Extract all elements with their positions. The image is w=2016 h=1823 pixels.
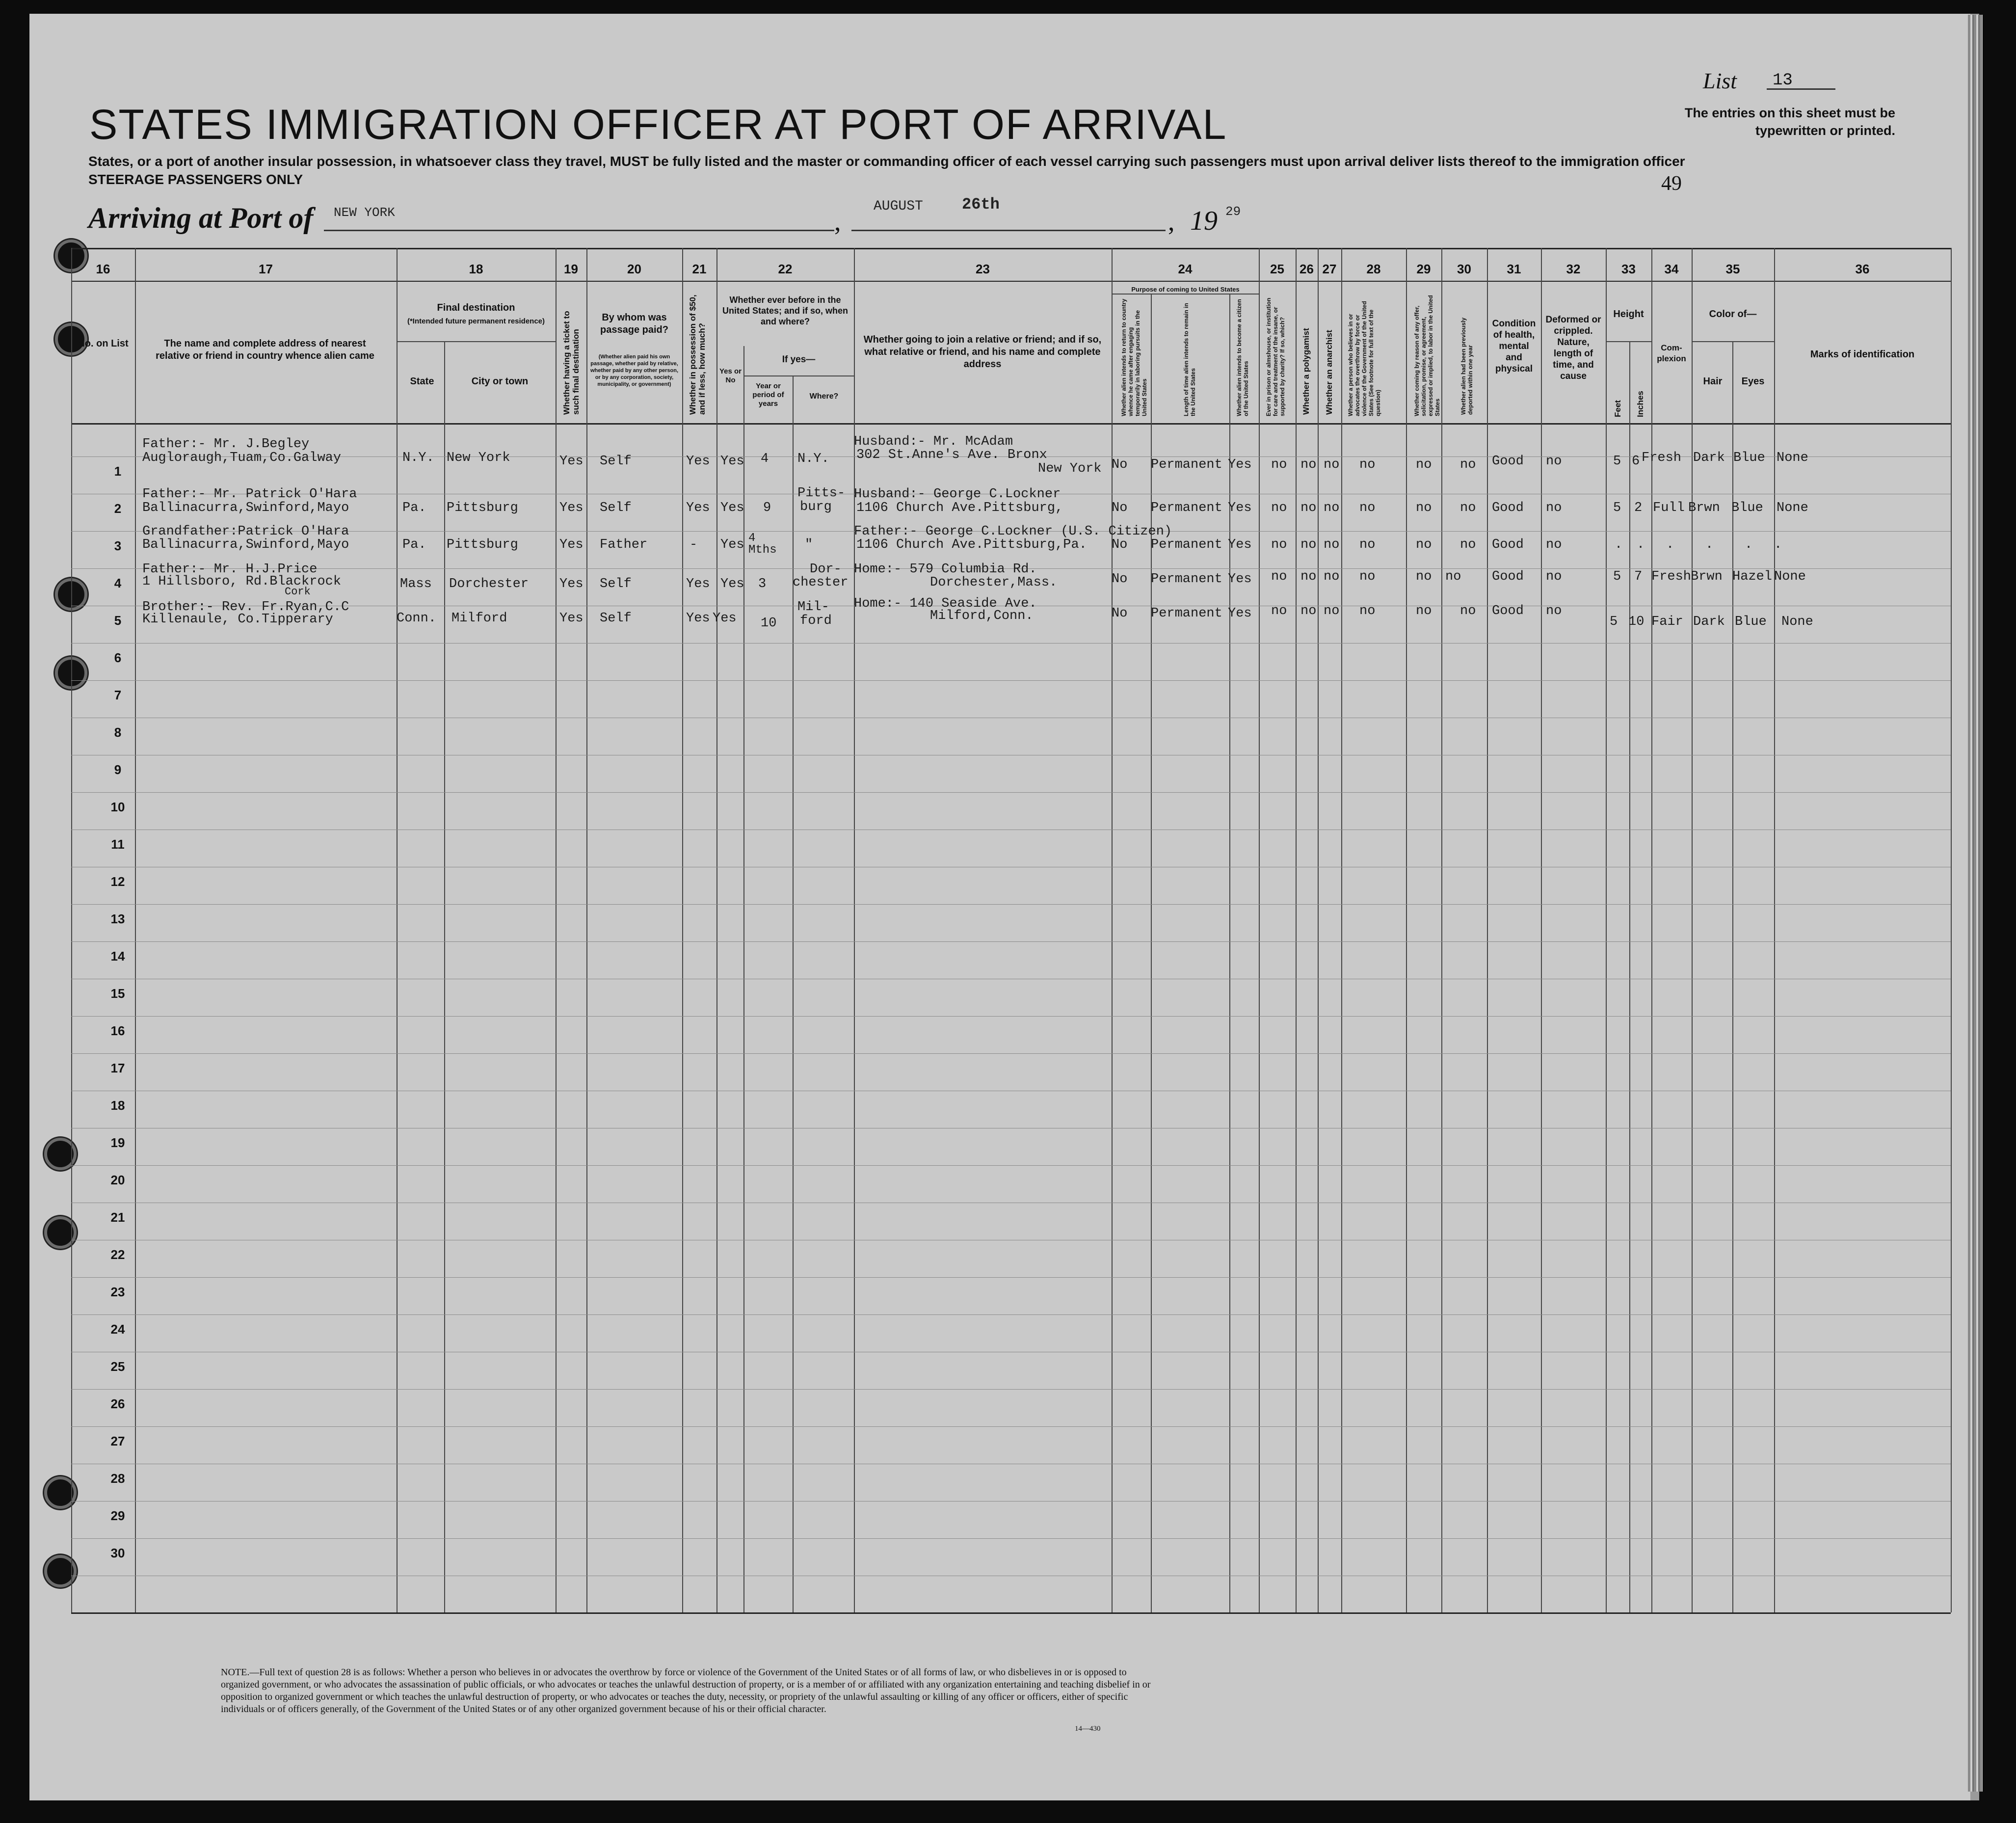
relative-line: 1 Hillsboro, Rd.Blackrock — [142, 574, 342, 589]
q29-cell: no — [1416, 569, 1432, 584]
header-purpose: Purpose of coming to United States — [1131, 286, 1240, 293]
join-line: Dorchester,Mass. — [930, 575, 1058, 590]
inches-cell: . — [1637, 537, 1645, 552]
purpose-return-cell: No — [1112, 606, 1128, 621]
city-cell: Milford — [451, 611, 507, 626]
row-number: 27 — [110, 1434, 125, 1448]
eyes-cell: . — [1745, 537, 1753, 552]
purpose-length-cell: Permanent — [1151, 501, 1222, 515]
year-prefix: 19 — [1190, 206, 1218, 236]
ticket-cell: Yes — [559, 611, 584, 626]
form-number: 14—430 — [1075, 1725, 1101, 1733]
row-number: 18 — [110, 1098, 125, 1113]
row-number: 1 — [114, 464, 122, 479]
column-number: 19 — [564, 262, 578, 276]
hair-cell: Dark — [1693, 451, 1725, 465]
row-number: 14 — [110, 949, 125, 964]
arriving-label: Arriving at Port of — [88, 202, 314, 234]
hair-cell: Brwn — [1688, 501, 1720, 515]
list-label: List — [1703, 68, 1737, 93]
header-polygamist: Whether a polygamist — [1301, 328, 1311, 415]
q25-cell: no — [1271, 569, 1287, 584]
where-cell: chester — [793, 575, 849, 590]
header-height: Height — [1613, 309, 1644, 320]
column-number: 28 — [1366, 262, 1381, 276]
column-number: 35 — [1725, 262, 1740, 276]
q28-cell: no — [1359, 604, 1376, 618]
years-cell: 4 — [761, 452, 769, 466]
purpose-citizen-cell: Yes — [1228, 572, 1252, 587]
q29-cell: no — [1416, 457, 1432, 472]
row-number: 21 — [110, 1210, 125, 1225]
state-cell: N.Y. — [402, 451, 434, 465]
column-number: 29 — [1416, 262, 1431, 276]
column-number: 17 — [259, 262, 273, 276]
join-line: Milford,Conn. — [930, 609, 1034, 623]
before-cell: Yes — [713, 611, 737, 626]
relative-line: Cork — [285, 586, 311, 598]
header-yes-no: Yes or No — [719, 367, 742, 384]
health-cell: Good — [1492, 604, 1524, 618]
column-number: 31 — [1507, 262, 1521, 276]
paid-cell: Self — [600, 577, 632, 591]
eyes-cell: Blue — [1731, 501, 1763, 515]
before-cell: Yes — [720, 501, 744, 515]
q26-cell: no — [1300, 501, 1317, 515]
header-before-in-us: Whether ever before in the United States; and if so, when and where? — [722, 295, 849, 326]
city-cell: Pittsburg — [447, 537, 518, 552]
marks-cell: . — [1774, 537, 1782, 552]
q26-cell: no — [1300, 569, 1317, 584]
paid-cell: Self — [600, 454, 632, 469]
health-cell: Good — [1492, 569, 1524, 584]
complexion-cell: Fair — [1651, 615, 1683, 629]
join-line: 302 St.Anne's Ave. Bronx — [856, 448, 1047, 462]
q29-cell: no — [1416, 604, 1432, 618]
relative-line: Killenaule, Co.Tipperary — [142, 612, 333, 627]
relative-line: Augloraugh,Tuam,Co.Galway — [142, 451, 342, 465]
column-number: 27 — [1322, 262, 1337, 276]
header-condition: Condition of health, mental and physical — [1492, 319, 1536, 374]
row-number: 11 — [111, 837, 125, 852]
header-question-29: Whether coming by reason of any offer, solicitation, promise, or agreement, expressed or implied, to labor in the United States — [1413, 295, 1441, 416]
relative-line: Grandfather:Patrick O'Hara — [142, 524, 349, 539]
eyes-cell: Blue — [1733, 451, 1765, 465]
row-number: 4 — [114, 576, 122, 590]
relative-line: Ballinacurra,Swinford,Mayo — [142, 501, 349, 515]
deformed-cell: no — [1546, 501, 1562, 515]
row-number: 5 — [114, 613, 122, 628]
join-line: Husband:- George C.Lockner — [854, 487, 1061, 502]
row-number: 17 — [110, 1061, 125, 1075]
complexion-cell: Fresh — [1651, 569, 1692, 584]
day-value: 26th — [962, 195, 1000, 214]
year-suffix: 29 — [1225, 204, 1241, 219]
row-number: 3 — [114, 538, 122, 553]
q28-cell: no — [1359, 457, 1376, 472]
health-cell: Good — [1492, 501, 1524, 515]
marks-cell: None — [1774, 569, 1806, 584]
column-number: 33 — [1621, 262, 1636, 276]
header-inches: Inches — [1636, 391, 1645, 417]
q27-cell: no — [1324, 501, 1340, 515]
q27-cell: no — [1324, 569, 1340, 584]
header-final-destination: Final destination — [437, 302, 515, 313]
eyes-cell: Blue — [1735, 615, 1767, 629]
row-number: 22 — [110, 1247, 125, 1262]
purpose-citizen-cell: Yes — [1228, 457, 1252, 472]
header-possession-50: Whether in possession of $50, and if less, how much? — [688, 295, 707, 415]
purpose-length-cell: Permanent — [1151, 537, 1222, 552]
manifest-sheet — [29, 14, 1979, 1800]
city-cell: New York — [447, 451, 510, 465]
purpose-return-cell: No — [1112, 537, 1128, 552]
feet-cell: . — [1615, 537, 1623, 552]
paid-cell: Father — [600, 537, 648, 552]
header-no-on-list: No. on List — [78, 338, 129, 349]
q25-cell: no — [1271, 501, 1287, 515]
header-year-period: Year or period of years — [752, 382, 784, 408]
header-if-yes: If yes— — [782, 354, 816, 365]
where-cell: ford — [800, 614, 832, 628]
header-color-of: Color of— — [1709, 309, 1757, 320]
purpose-length-cell: Permanent — [1151, 572, 1222, 587]
row-number: 24 — [110, 1322, 125, 1337]
join-line: Home:- 140 Seaside Ave. — [854, 596, 1037, 611]
q27-cell: no — [1324, 604, 1340, 618]
row-number: 12 — [110, 874, 125, 889]
before-cell: Yes — [720, 537, 744, 552]
q29-cell: no — [1416, 537, 1432, 552]
row-number: 26 — [110, 1396, 125, 1411]
marks-cell: None — [1777, 501, 1808, 515]
relative-line: Ballinacurra,Swinford,Mayo — [142, 537, 349, 552]
feet-cell: 5 — [1613, 454, 1621, 469]
relative-line: Brother:- Rev. Fr.Ryan,C.C — [142, 600, 349, 615]
purpose-citizen-cell: Yes — [1228, 537, 1252, 552]
port-value: NEW YORK — [334, 205, 395, 220]
purpose-length-cell: Permanent — [1151, 606, 1222, 621]
header-anarchist: Whether an anarchist — [1325, 330, 1334, 415]
typewritten-notice: The entries on this sheet must be typewritten or printed. — [1684, 106, 1895, 138]
page-edge — [1968, 15, 1983, 1792]
purpose-length-cell: Permanent — [1151, 457, 1222, 472]
before-cell: Yes — [720, 454, 744, 469]
header-hair: Hair — [1703, 376, 1723, 387]
join-line: 1106 Church Ave.Pittsburg,Pa. — [856, 537, 1087, 552]
header-eyes: Eyes — [1741, 376, 1765, 387]
header-final-destination-note: (*Intended future permanent residence) — [407, 317, 545, 325]
marks-cell: None — [1777, 451, 1808, 465]
join-line: Husband:- Mr. McAdam — [854, 434, 1013, 449]
ticket-cell: Yes — [559, 577, 584, 591]
paid-cell: Self — [600, 611, 632, 626]
header-deformed: Deformed or crippled. Nature, length of time, and cause — [1545, 315, 1601, 381]
row-number: 2 — [114, 501, 122, 516]
hair-cell: . — [1705, 537, 1714, 552]
column-number: 34 — [1664, 262, 1679, 276]
join-line: Home:- 579 Columbia Rd. — [854, 562, 1037, 577]
years-cell: 4 Mths — [748, 532, 777, 557]
list-number: 13 — [1773, 71, 1793, 90]
comma: , — [834, 207, 841, 236]
q27-cell: no — [1324, 537, 1340, 552]
purpose-return-cell: No — [1112, 501, 1128, 515]
row-number: 23 — [110, 1285, 125, 1299]
row-number: 8 — [114, 725, 122, 740]
money-cell: Yes — [686, 577, 710, 591]
comma: , — [1168, 207, 1175, 236]
column-number: 30 — [1457, 262, 1471, 276]
header-purpose-citizen: Whether alien intends to become a citizen of the United States — [1236, 299, 1249, 416]
deformed-cell: no — [1546, 569, 1562, 584]
row-number: 29 — [110, 1508, 125, 1523]
where-cell: " — [805, 537, 813, 552]
page-number: 49 — [1661, 172, 1682, 195]
inches-cell: 6 — [1632, 454, 1640, 469]
header-passage-paid: By whom was passage paid? — [600, 312, 668, 335]
q25-cell: no — [1271, 537, 1287, 552]
before-cell: Yes — [720, 577, 744, 591]
q26-cell: no — [1300, 537, 1317, 552]
header-where: Where? — [809, 392, 839, 401]
header-purpose-return: Whether alien intends to return to country whence he came after engaging temporarily in laboring pursuits in the United States — [1120, 298, 1148, 416]
eyes-cell: Hazel — [1732, 569, 1773, 584]
money-cell: Yes — [686, 454, 710, 469]
q28-cell: no — [1359, 569, 1376, 584]
q29-cell: no — [1416, 501, 1432, 515]
row-number: 7 — [114, 688, 122, 702]
state-cell: Pa. — [402, 537, 426, 552]
header-passage-paid-note: (Whether alien paid his own passage, whether paid by relative, whether paid by any other person, or by any corporation, society, municipality, or government) — [590, 354, 679, 387]
q30-cell: no — [1460, 501, 1476, 515]
q25-cell: no — [1271, 457, 1287, 472]
q26-cell: no — [1300, 457, 1317, 472]
relative-line: Father:- Mr. J.Begley — [142, 437, 310, 452]
row-number: 13 — [110, 912, 125, 926]
row-number: 30 — [110, 1546, 125, 1560]
state-cell: Pa. — [402, 501, 426, 515]
column-number: 24 — [1178, 262, 1193, 276]
q27-cell: no — [1324, 457, 1340, 472]
where-cell: Mil- — [797, 600, 829, 615]
inches-cell: 2 — [1634, 501, 1643, 515]
header-complexion: Com-plexion — [1657, 343, 1686, 363]
hair-cell: Dark — [1693, 615, 1725, 629]
column-number: 32 — [1566, 262, 1581, 276]
marks-cell: None — [1781, 615, 1813, 629]
header-ticket: Whether having a ticket to such final destination — [562, 311, 581, 415]
city-cell: Pittsburg — [447, 501, 518, 515]
header-question-28: Whether a person who believes in or advocates the overthrow by force or violence of the Government of the United States (See footnote for full text of the question) — [1347, 301, 1381, 416]
row-number: 6 — [114, 650, 122, 665]
header-nearest-relative: The name and complete address of nearest relative or friend in country whence alien came — [156, 338, 374, 361]
where-cell: N.Y. — [797, 452, 829, 466]
q28-cell: no — [1359, 537, 1376, 552]
where-cell: Dor- — [810, 562, 842, 577]
row-number: 20 — [110, 1173, 125, 1187]
header-join-relative: Whether going to join a relative or friend; and if so, what relative or friend, and his name and complete address — [863, 334, 1102, 370]
years-cell: 9 — [763, 501, 771, 515]
q30-cell: no — [1460, 537, 1476, 552]
row-number: 19 — [110, 1135, 125, 1150]
column-number: 26 — [1300, 262, 1314, 276]
hair-cell: Brwn — [1691, 569, 1723, 584]
deformed-cell: no — [1546, 604, 1562, 618]
column-number: 16 — [96, 262, 110, 276]
join-line: Father:- George C.Lockner (U.S. Citizen) — [854, 524, 1172, 539]
column-number: 25 — [1270, 262, 1284, 276]
complexion-cell: . — [1666, 537, 1674, 552]
q28-cell: no — [1359, 501, 1376, 515]
listing-requirement: States, or a port of another insular possession, in whatsoever class they travel, MUST be fully listed and the master or commanding officer of each vessel carrying such passengers must upon arrival deliver lists thereof to the immigration officer — [88, 154, 1685, 169]
where-cell: burg — [800, 500, 832, 514]
footnote: NOTE.—Full text of question 28 is as follows: Whether a person who believes in or advocates the overthrow by force or violence of the Government of the United States or of all forms of law, or who disbelieves in or is opposed to organized government, or who advocates the assassination of public officials, or who advocates or teaches the unlawful destruction of property, or is a member of or affiliated with any organization entertaining and teaching disbelief in or opposition to organized government or which teaches the unlawful destruction of property, or who advocates or teaches the duty, necessity, or propriety of the unlawful assaulting or killing of any officer or officers, either of specific individuals or of officers generally, of the Government of the United States or of any other organized government because of his or their official character. — [221, 1667, 1151, 1715]
header-question-30: Whether alien had been previously deported within one year — [1460, 317, 1474, 415]
page-title: STATES IMMIGRATION OFFICER AT PORT OF ARRIVAL — [89, 101, 1227, 148]
row-number: 15 — [110, 986, 125, 1001]
health-cell: Good — [1492, 537, 1524, 552]
row-number: 25 — [110, 1359, 125, 1374]
q25-cell: no — [1271, 604, 1287, 618]
inches-cell: 10 — [1628, 615, 1645, 629]
header-prison: Ever in prison or almshouse, or institution for care and treatment of the insane, or supported by charity? If so, which? — [1265, 297, 1286, 416]
column-number: 20 — [627, 262, 641, 276]
header-state: State — [410, 376, 434, 387]
q30-cell: no — [1460, 604, 1476, 618]
money-cell: Yes — [686, 501, 710, 515]
header-city: City or town — [471, 376, 529, 387]
money-cell: Yes — [686, 611, 710, 626]
state-cell: Conn. — [397, 611, 437, 626]
column-number: 21 — [692, 262, 707, 276]
header-feet: Feet — [1613, 400, 1622, 417]
column-number: 18 — [469, 262, 483, 276]
purpose-citizen-cell: Yes — [1228, 501, 1252, 515]
month-value: AUGUST — [874, 199, 923, 214]
feet-cell: 5 — [1610, 615, 1618, 629]
years-cell: 10 — [761, 616, 777, 631]
q30-cell: no — [1445, 569, 1461, 584]
join-line: 1106 Church Ave.Pittsburg, — [856, 501, 1063, 515]
row-number: 9 — [114, 762, 122, 777]
health-cell: Good — [1492, 454, 1524, 469]
money-cell: - — [690, 537, 698, 552]
column-number: 23 — [976, 262, 990, 276]
q26-cell: no — [1300, 604, 1317, 618]
complexion-cell: Fresh — [1642, 451, 1682, 465]
feet-cell: 5 — [1613, 569, 1621, 584]
join-line: New York — [1038, 461, 1102, 476]
purpose-citizen-cell: Yes — [1228, 606, 1252, 621]
paid-cell: Self — [600, 501, 632, 515]
q30-cell: no — [1460, 457, 1476, 472]
purpose-return-cell: No — [1112, 457, 1128, 472]
ticket-cell: Yes — [559, 501, 584, 515]
column-number: 36 — [1855, 262, 1870, 276]
purpose-return-cell: No — [1112, 572, 1128, 587]
inches-cell: 7 — [1634, 569, 1643, 584]
relative-line: Father:- Mr. H.J.Price — [142, 562, 318, 577]
years-cell: 3 — [758, 577, 767, 591]
row-number: 28 — [110, 1471, 125, 1486]
feet-cell: 5 — [1613, 501, 1621, 515]
row-number: 10 — [110, 800, 125, 814]
ticket-cell: Yes — [559, 454, 584, 469]
steerage-label: STEERAGE PASSENGERS ONLY — [88, 172, 303, 187]
state-cell: Mass — [400, 577, 432, 591]
deformed-cell: no — [1546, 537, 1562, 552]
where-cell: Pitts- — [797, 486, 846, 501]
complexion-cell: Full — [1653, 501, 1685, 515]
column-number: 22 — [778, 262, 793, 276]
relative-line: Father:- Mr. Patrick O'Hara — [142, 487, 357, 502]
city-cell: Dorchester — [449, 577, 529, 591]
header-purpose-length: Length of time alien intends to remain in the United States — [1183, 303, 1196, 416]
ticket-cell: Yes — [559, 537, 584, 552]
row-number: 16 — [110, 1023, 125, 1038]
deformed-cell: no — [1546, 454, 1562, 469]
header-marks: Marks of identification — [1810, 349, 1915, 360]
